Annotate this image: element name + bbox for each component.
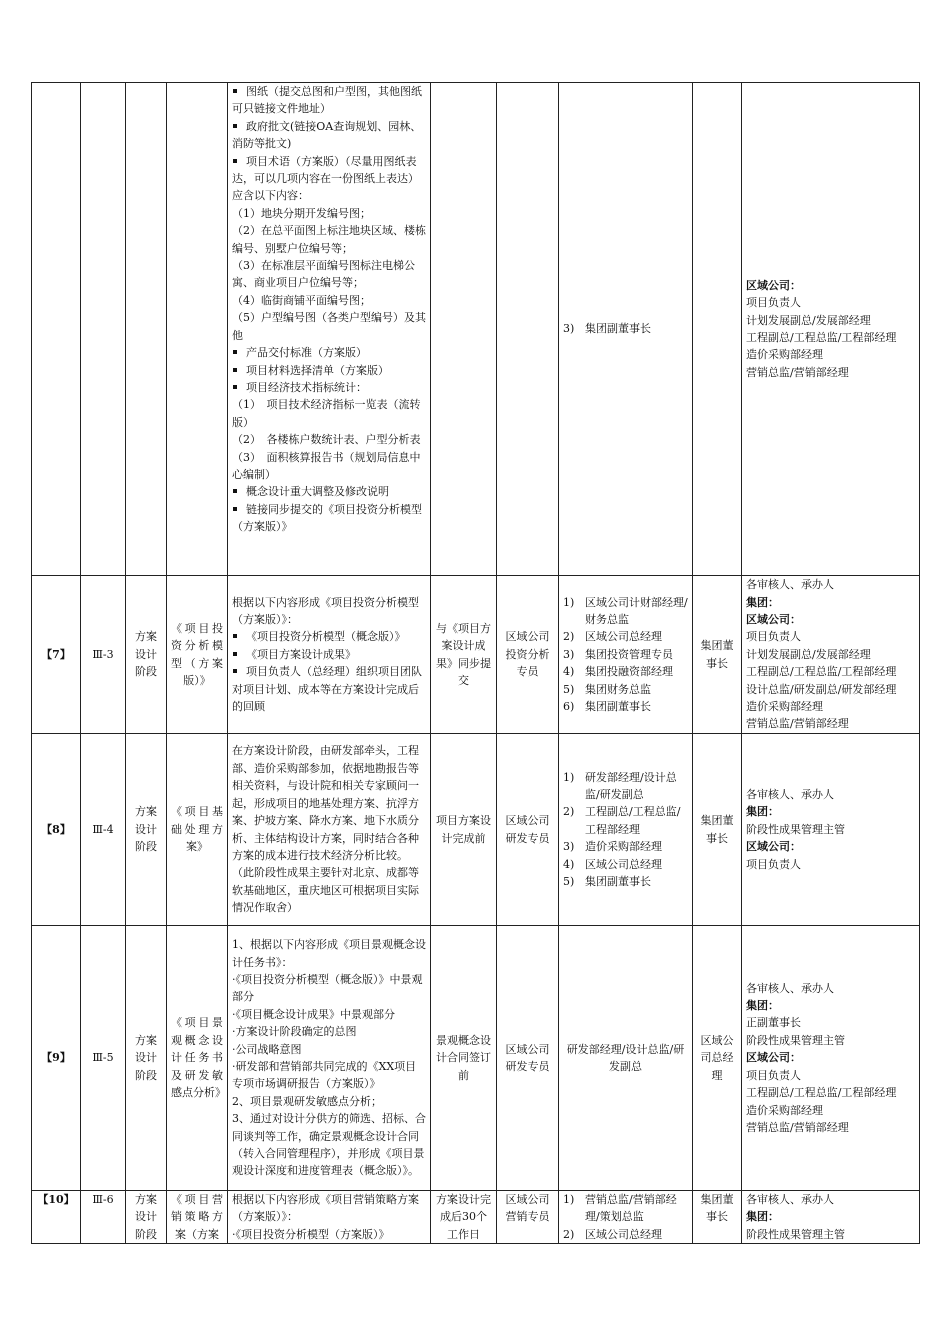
reviewer-number: 1) (563, 595, 575, 609)
content-text: （4）临街商铺平面编号图； (232, 293, 371, 307)
content-cell (228, 734, 431, 926)
content-line (232, 309, 426, 344)
reviewer-item (563, 838, 688, 855)
notes-line: 计划发展副总/发展部经理 (746, 313, 871, 327)
reviewer-item (563, 873, 688, 890)
notes-line: 各审核人、承办人 (746, 1193, 834, 1206)
content-text: （1）地块分期开发编号图； (232, 206, 371, 220)
content-cell (228, 576, 431, 734)
content-line (232, 1093, 426, 1110)
notes-line: 正副董事长 (746, 1016, 801, 1030)
reviewer-text: 区域公司计财部经理/财务总监 (585, 595, 688, 626)
content-text: （2） 各楼栋户数统计表、户型分析表 (232, 433, 421, 447)
notes-line: 营销总监/营销部经理 (746, 365, 849, 379)
reviewer-text: 区域公司总经理 (585, 630, 662, 644)
reviewer-text: 区域公司总经理 (585, 1227, 662, 1241)
reviewer-text: 营销总监/营销部经理/策划总监 (585, 1193, 677, 1224)
bullet-item (232, 118, 426, 153)
content-cell (228, 83, 431, 576)
content-cell (228, 1191, 431, 1244)
content-text: ·研发部和营销部共同完成的《XX项目专项市场调研报告（方案版）》 (232, 1060, 417, 1091)
reviewer-text: 集团副董事长 (585, 322, 651, 336)
content-text: ·方案设计阶段确定的总图 (232, 1025, 357, 1039)
content-text: 项目术语（方案版）（尽量用图纸表达，可以几项内容在一份图纸上表达） (232, 154, 419, 186)
content-line (232, 1226, 426, 1243)
row-approver: 集团董事长 (693, 734, 742, 926)
content-text: （此阶段性成果主要针对北京、成都等软基础地区，重庆地区可根据项目实际情况作取舍） (232, 866, 419, 915)
content-text: 产品交付标准（方案版） (246, 346, 367, 360)
notes-line: 项目负责人 (746, 857, 801, 871)
reviewer-item (563, 628, 688, 645)
reviewer-number: 1) (563, 770, 575, 784)
content-text: （3）在标准层平面编号图标注电梯公寓、商业项目户位编号等； (232, 259, 415, 290)
bullet-item (232, 344, 426, 361)
table-row (32, 734, 920, 926)
reviewer-number: 1) (563, 1193, 575, 1206)
content-line (232, 431, 426, 448)
content-text: ·《项目投资分析模型（概念版）》中景观部分 (232, 972, 423, 1004)
content-line (232, 1006, 426, 1023)
notes-line: 工程副总/工程总监/工程部经理 (746, 665, 897, 679)
content-line (232, 864, 426, 916)
content-text: 《项目方案设计成果》 (246, 647, 356, 661)
bullet-item (232, 646, 426, 663)
bullet-square-icon (233, 507, 237, 511)
reviewer-number: 3) (563, 840, 575, 854)
notes-heading: 区域公司： (746, 612, 801, 626)
row-code: Ⅲ-5 (81, 926, 126, 1191)
bullet-item (232, 501, 426, 536)
reviewer-item (563, 1226, 688, 1243)
reviewer-item (563, 1191, 688, 1226)
code-cell (81, 83, 126, 576)
bullet-item (232, 153, 426, 188)
notes-line: 项目负责人 (746, 296, 801, 310)
reviewers-cell (559, 83, 693, 576)
notes-line: 项目负责人 (746, 630, 801, 644)
content-text: 应含以下内容： (232, 189, 309, 203)
notes-heading: 区域公司： (746, 840, 801, 854)
notes-line: 各审核人、承办人 (746, 578, 834, 592)
content-line (232, 1110, 426, 1180)
row-stage: 方案设计阶段 (126, 734, 167, 926)
notes-line: 工程副总/工程总监/工程部经理 (746, 1086, 897, 1100)
bullet-square-icon (233, 385, 237, 389)
row-dept: 区域公司营销专员 (497, 1191, 559, 1244)
notes-heading: 区域公司： (746, 278, 801, 292)
reviewer-number: 5) (563, 875, 575, 889)
reviewer-number: 2) (563, 630, 575, 644)
reviewer-list (563, 594, 688, 716)
content-text: ·《项目投资分析模型（方案版）》 (232, 1227, 390, 1241)
row-number: 【7】 (32, 576, 81, 734)
bullet-item (232, 362, 426, 379)
reviewer-item (563, 803, 688, 838)
reviewer-number: 2) (563, 805, 575, 819)
content-line (232, 594, 426, 629)
row-code: Ⅲ-6 (81, 1191, 126, 1244)
content-text: 图纸（提交总图和户型图，其他图纸可只链接文件地址） (232, 85, 422, 116)
content-line (232, 396, 426, 431)
row-approver: 区域公司总经理 (693, 926, 742, 1191)
reviewer-item (563, 320, 688, 337)
content-text: （3） 面积核算报告书（规划局信息中心编制） (232, 450, 421, 481)
reviewer-text: 集团投资管理专员 (585, 647, 673, 661)
reviewer-item (563, 769, 688, 804)
notes-line: 各审核人、承办人 (746, 787, 834, 801)
content-text: （1） 项目技术经济指标一览表（流转版） (232, 398, 421, 429)
notes-cell (742, 734, 920, 926)
content-line (232, 205, 426, 222)
content-text: 2、项目景观研发敏感点分析； (232, 1094, 382, 1108)
content-line (232, 971, 426, 1006)
notes-heading: 集团： (746, 805, 779, 819)
reviewer-text: 集团副董事长 (585, 700, 651, 714)
content-line (232, 936, 426, 971)
row-stage: 方案设计阶段 (126, 1191, 167, 1244)
row-stage: 方案设计阶段 (126, 926, 167, 1191)
reviewer-list (563, 320, 688, 337)
content-text: ·公司战略意图 (232, 1042, 302, 1056)
bullet-square-icon (233, 89, 237, 93)
bullet-square-icon (233, 634, 237, 638)
row-deliverable-name: 《项目基础处理方案》 (167, 734, 228, 926)
name-cell (167, 83, 228, 576)
content-text: （5）户型编号图（各类户型编号）及其他 (232, 311, 426, 342)
content-line (232, 222, 426, 257)
reviewer-text: 集团财务总监 (585, 682, 651, 696)
reviewer-text: 区域公司总经理 (585, 857, 662, 871)
row-deliverable-name: 《项目投资分析模型（方案版）》 (167, 576, 228, 734)
reviewer-item (563, 698, 688, 715)
content-text: 根据以下内容形成《项目投资分析模型（方案版）》： (232, 595, 419, 626)
reviewer-number: 3) (563, 647, 575, 661)
reviewer-text: 研发部经理/设计总监/研发副总 (585, 770, 677, 801)
process-table (31, 82, 920, 1244)
reviewer-number: 5) (563, 682, 575, 696)
notes-line: 计划发展副总/发展部经理 (746, 647, 871, 661)
notes-line: 阶段性成果管理主管 (746, 822, 845, 836)
bullet-item (232, 379, 426, 396)
row-number: 【9】 (32, 926, 81, 1191)
notes-heading: 集团： (746, 1210, 779, 1224)
time-cell (431, 83, 497, 576)
reviewers-cell (559, 1191, 693, 1244)
bullet-item (232, 83, 426, 118)
content-text: ·《项目概念设计成果》中景观部分 (232, 1007, 395, 1021)
row-number: 【8】 (32, 734, 81, 926)
bullet-square-icon (233, 652, 237, 656)
bullet-square-icon (233, 669, 237, 673)
content-text: 项目材料选择清单（方案版） (246, 363, 389, 377)
content-line (232, 1058, 426, 1093)
notes-line: 项目负责人 (746, 1068, 801, 1082)
reviewer-number: 4) (563, 857, 575, 871)
notes-line: 设计总监/研发副总/研发部经理 (746, 682, 897, 696)
content-text: 在方案设计阶段，由研发部牵头，工程部、造价采购部参加，依据地勘报告等相关资料，与设计院和相关专家顾问一起，形成项目的地基处理方案、抗浮方案、护坡方案、降水方案、地下水质分析、主体结构设计方案，同时结合各种方案的成本进行技术经济分析比较。 (232, 744, 419, 862)
notes-line: 造价采购部经理 (746, 1103, 823, 1117)
notes-cell (742, 1191, 920, 1244)
content-text: 根据以下内容形成《项目营销策略方案（方案版）》： (232, 1193, 419, 1224)
row-dept: 区域公司投资分析专员 (497, 576, 559, 734)
row-stage: 方案设计阶段 (126, 576, 167, 734)
notes-line: 阶段性成果管理主管 (746, 1227, 845, 1241)
notes-line: 造价采购部经理 (746, 700, 823, 714)
row-approver: 集团董事长 (693, 1191, 742, 1244)
row-time: 方案设计完成后30个工作日 (431, 1191, 497, 1244)
reviewer-number: 2) (563, 1227, 575, 1241)
row-deliverable-name: 《项目营销策略方案（方案 (167, 1191, 228, 1244)
bullet-square-icon (233, 124, 237, 128)
row-reviewers-text: 研发部经理/设计总监/研发副总 (559, 926, 693, 1191)
reviewer-text: 造价采购部经理 (585, 840, 662, 854)
content-line (232, 257, 426, 292)
reviewer-item (563, 663, 688, 680)
content-text: 政府批文(链接OA查询规划、园林、消防等批文) (232, 119, 422, 151)
row-time: 与《项目方案设计成果》同步提交 (431, 576, 497, 734)
content-line (232, 292, 426, 309)
content-text: 概念设计重大调整及修改说明 (246, 485, 389, 499)
notes-heading: 集团： (746, 595, 779, 609)
content-text: 项目经济技术指标统计： (246, 380, 367, 394)
bullet-square-icon (233, 489, 237, 493)
content-line (232, 187, 426, 204)
content-line (232, 1191, 426, 1226)
reviewer-list (563, 769, 688, 891)
row-code: Ⅲ-4 (81, 734, 126, 926)
bullet-item (232, 663, 426, 715)
bullet-square-icon (233, 368, 237, 372)
reviewer-list (563, 1191, 688, 1243)
reviewers-cell (559, 576, 693, 734)
content-line (232, 1041, 426, 1058)
bullet-square-icon (233, 159, 237, 163)
content-line (232, 449, 426, 484)
stage-cell (126, 83, 167, 576)
table-row (32, 83, 920, 576)
content-line (232, 742, 426, 864)
notes-line: 营销总监/营销部经理 (746, 717, 849, 731)
content-text: 1、根据以下内容形成《项目景观概念设计任务书》： (232, 938, 426, 969)
notes-heading: 区域公司： (746, 1051, 801, 1065)
reviewers-cell (559, 734, 693, 926)
notes-cell (742, 83, 920, 576)
content-line (232, 1023, 426, 1040)
reviewer-item (563, 646, 688, 663)
reviewer-item (563, 681, 688, 698)
dept-cell (497, 83, 559, 576)
reviewer-item (563, 594, 688, 629)
notes-line: 营销总监/营销部经理 (746, 1120, 849, 1134)
notes-cell (742, 576, 920, 734)
content-text: 《项目投资分析模型（概念版）》 (246, 630, 406, 644)
reviewer-text: 集团副董事长 (585, 875, 651, 889)
reviewer-text: 工程副总/工程总监/工程部经理 (585, 805, 681, 836)
approve-cell (693, 83, 742, 576)
row-time: 景观概念设计合同签订前 (431, 926, 497, 1191)
notes-cell (742, 926, 920, 1191)
bullet-square-icon (233, 350, 237, 354)
table-row (32, 1191, 920, 1244)
notes-line: 工程副总/工程总监/工程部经理 (746, 331, 897, 344)
content-text: （2）在总平面图上标注地块区域、楼栋编号、别墅户位编号等； (232, 224, 426, 255)
reviewer-item (563, 856, 688, 873)
reviewer-number: 3) (563, 322, 575, 336)
bullet-item (232, 483, 426, 500)
no-cell (32, 83, 81, 576)
row-dept: 区域公司研发专员 (497, 734, 559, 926)
row-time: 项目方案设计完成前 (431, 734, 497, 926)
reviewer-text: 集团投融资部经理 (585, 665, 673, 679)
row-deliverable-name: 《项目景观概念设计任务书及研发敏感点分析》 (167, 926, 228, 1191)
table-row (32, 576, 920, 734)
notes-heading: 集团： (746, 999, 779, 1013)
content-cell (228, 926, 431, 1191)
notes-line: 造价采购部经理 (746, 348, 823, 362)
notes-line: 各审核人、承办人 (746, 981, 834, 995)
reviewer-number: 6) (563, 700, 575, 714)
content-text: 3、通过对设计分供方的筛选、招标、合同谈判等工作，确定景观概念设计合同（转入合同管理程序），并形成《项目景观设计深度和进度管理表（概念版）》。 (232, 1112, 426, 1178)
content-text: 链接同步提交的《项目投资分析模型（方案版）》 (232, 502, 422, 534)
row-number: 【10】 (32, 1191, 81, 1244)
notes-line: 阶段性成果管理主管 (746, 1033, 845, 1047)
row-approver: 集团董事长 (693, 576, 742, 734)
table-row (32, 926, 920, 1191)
bullet-item (232, 628, 426, 645)
row-code: Ⅲ-3 (81, 576, 126, 734)
row-dept: 区域公司研发专员 (497, 926, 559, 1191)
reviewer-number: 4) (563, 665, 575, 679)
content-text: 项目负责人（总经理）组织项目团队对项目计划、成本等在方案设计完成后的回顾 (232, 665, 422, 714)
